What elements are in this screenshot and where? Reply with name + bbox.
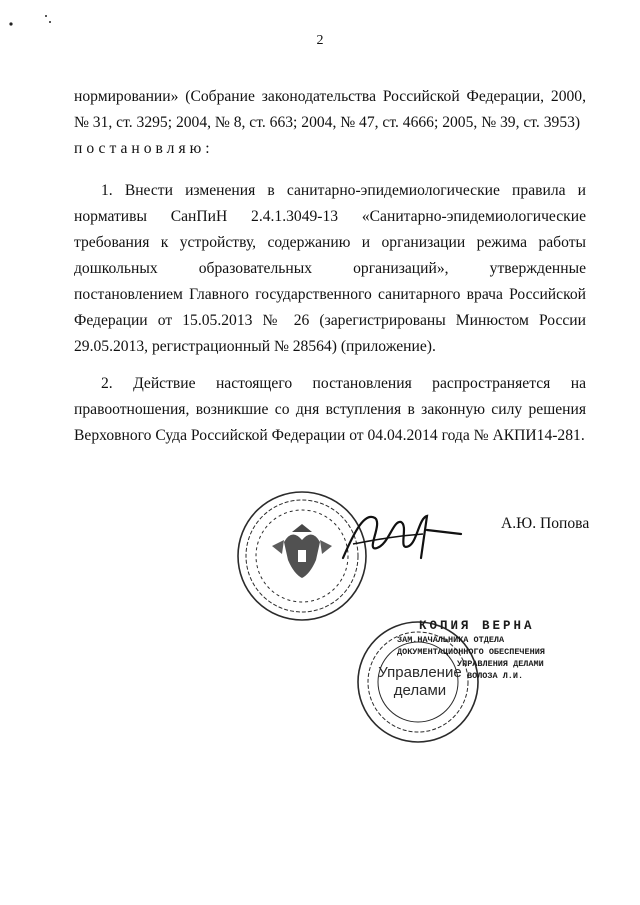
copy-line-directorate: УПРАВЛЕНИЯ ДЕЛАМИ: [457, 659, 544, 669]
scan-marks: [8, 12, 58, 28]
copy-line-department: ДОКУМЕНТАЦИОННОГО ОБЕСПЕЧЕНИЯ: [397, 647, 545, 657]
paragraph-2: 2. Действие настоящего постановления распространяется на правоотношения, возникшие со дня вступления в законную силу решения Верховного Суда Российской Федерации от 04.04.2014 года № АКПИ14-281.: [74, 375, 586, 444]
paragraph-1: 1. Внести изменения в санитарно-эпидемиологические правила и нормативы СанПиН 2.4.1.3049-13 «Санитарно-эпидемиологические требования к устройству, содержанию и организации режима работы дошкольных образовательных организаций», утвержденные постановлением Главного государственного санитарного врача Российской Федерации от 15.05.2013 № 26 (зарегистрированы Минюстом России 29.05.2013, регистрационный № 28564) (приложение).: [74, 182, 586, 355]
intro-paragraph: [74, 84, 586, 162]
copy-certification: [397, 618, 557, 682]
intro-text: нормировании» (Собрание законодательства Российской Федерации, 2000, № 31, ст. 3295; 2004, № 8, ст. 663; 2004, № 47, ст. 4666; 2005, № 39, ст. 3953): [74, 88, 586, 131]
copy-line-name: ВОЛОЗА Л.И.: [467, 671, 524, 681]
stamp-inner-text: Управление делами: [378, 664, 462, 699]
copy-title: КОПИЯ ВЕРНА: [419, 619, 535, 633]
resolution-keyword: постановляю:: [74, 140, 214, 157]
copy-line-position: ЗАМ.НАЧАЛЬНИКА ОТДЕЛА: [397, 635, 505, 645]
page-number: 2: [316, 33, 324, 48]
handwritten-signature: [335, 500, 465, 570]
signer-name: А.Ю. Попова: [501, 515, 590, 532]
